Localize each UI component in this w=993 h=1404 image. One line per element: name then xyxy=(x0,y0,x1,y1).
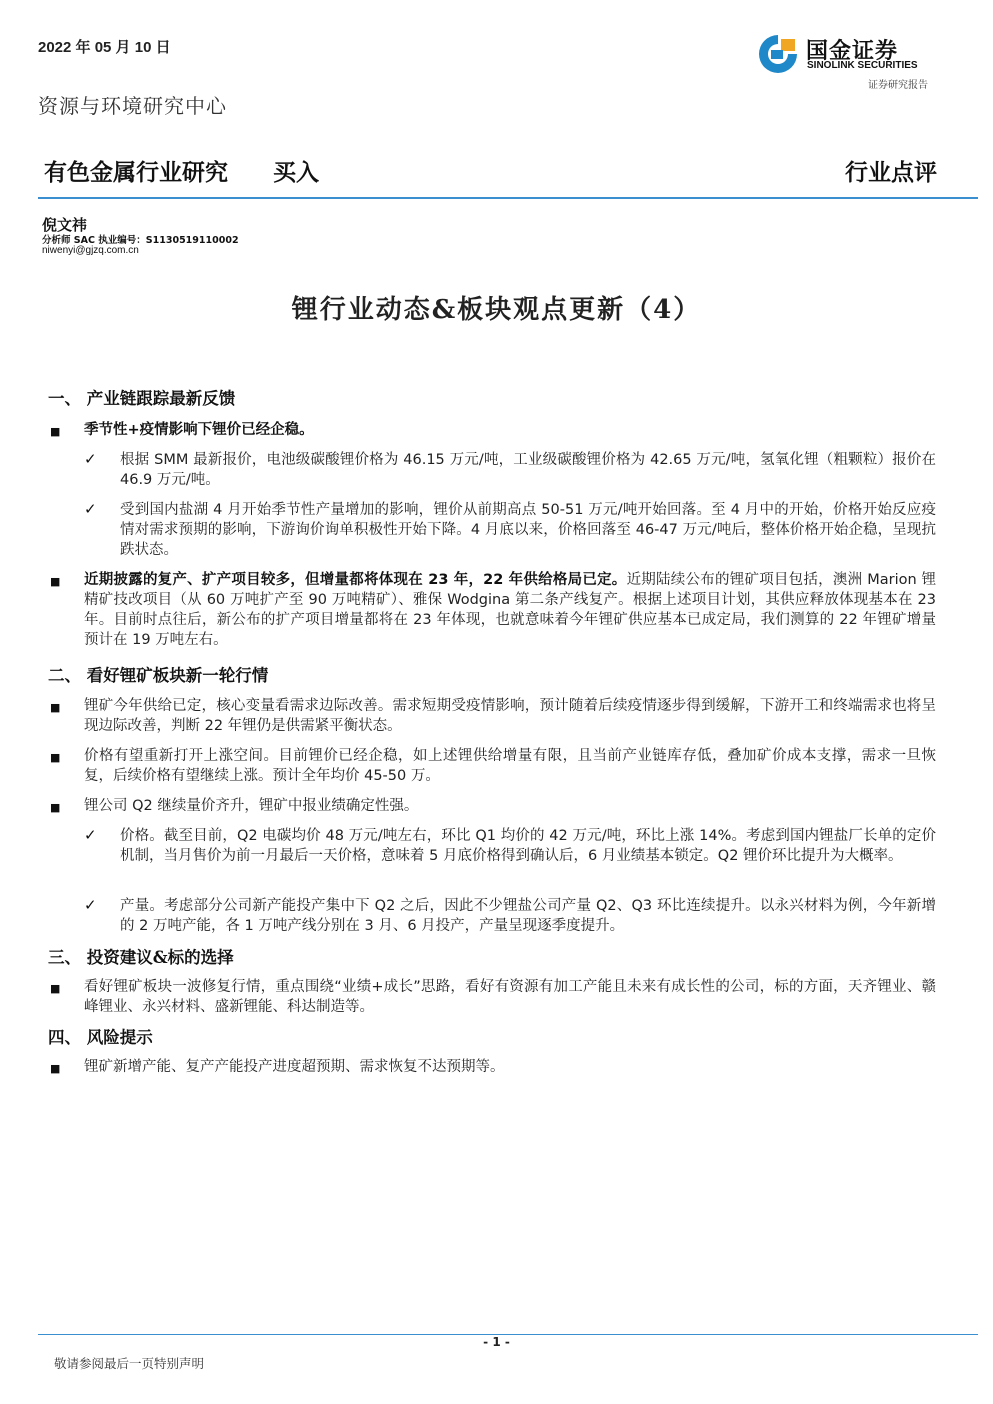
bullet-square-icon: ■ xyxy=(50,575,61,588)
research-center: 资源与环境研究中心 xyxy=(38,94,227,118)
bullet-6: 看好锂矿板块一波修复行情，重点围绕“业绩+成长”思路，看好有资源有加工产能且未来有成长性的公司，标的方面，天齐锂业、赣峰锂业、永兴材料、盛新锂能、科达制造等。 xyxy=(84,979,936,1015)
checkmark-icon: ✓ xyxy=(84,450,97,468)
checkmark-icon: ✓ xyxy=(84,896,97,914)
bullet-1: 季节性+疫情影响下锂价已经企稳。 xyxy=(84,422,314,438)
section-heading-3: 三、 投资建议&标的选择 xyxy=(48,948,234,967)
analyst-name: 倪文祎 xyxy=(42,216,88,234)
analyst-sac: 分析师 SAC 执业编号：S1130519110002 xyxy=(42,235,239,246)
bullet-2 xyxy=(84,570,936,650)
section-heading-2: 二、 看好锂矿板块新一轮行情 xyxy=(48,666,269,685)
analyst-email[interactable]: niwenyi@gjzq.com.cn xyxy=(42,245,139,256)
page-number: - 1 - xyxy=(483,1335,510,1349)
bullet-square-icon: ■ xyxy=(50,751,61,764)
report-type: 行业点评 xyxy=(845,159,937,186)
footer-disclaimer: 敬请参阅最后一页特别声明 xyxy=(54,1356,205,1371)
brand-name-en: SINOLINK SECURITIES xyxy=(807,60,918,71)
checkmark-icon: ✓ xyxy=(84,826,97,844)
industry-label: 有色金属行业研究 xyxy=(44,160,228,186)
bullet-square-icon: ■ xyxy=(50,801,61,814)
bullet-square-icon: ■ xyxy=(50,701,61,714)
bullet-5: 锂公司 Q2 继续量价齐升，锂矿中报业绩确定性强。 xyxy=(84,798,419,814)
bullet-3: 锂矿今年供给已定，核心变量看需求边际改善。需求短期受疫情影响，预计随着后续疫情逐步得到缓解，下游开工和终端需求也将呈现边际改善，判断 22 年锂仍是供需紧平衡状态。 xyxy=(84,698,936,734)
brand-name-cn: 国金证券 xyxy=(806,39,899,64)
bullet-1-check-1: 根据 SMM 最新报价，电池级碳酸锂价格为 46.15 万元/吨，工业级碳酸锂价格为 42.65 万元/吨，氢氧化锂（粗颗粒）报价在 46.9 万元/吨。 xyxy=(120,452,936,488)
bullet-1-check-2: 受到国内盐湖 4 月开始季节性产量增加的影响，锂价从前期高点 50-51 万元/吨开始回落。至 4 月中的开始，价格开始反应疫情对需求预期的影响，下游询价询单积极性开始下降。4 月底以来，价格回落至 46-47 万元/吨后，整体价格开始企稳，呈现抗跌状态。 xyxy=(120,502,936,558)
bullet-7: 锂矿新增产能、复产产能投产进度超预期、需求恢复不达预期等。 xyxy=(84,1059,505,1075)
report-date: 2022 年 05 月 10 日 xyxy=(38,39,171,56)
section-heading-1: 一、 产业链跟踪最新反馈 xyxy=(48,389,236,408)
sinolink-logo-icon xyxy=(757,33,799,75)
bullet-square-icon: ■ xyxy=(50,982,61,995)
bullet-2-emphasis: 近期披露的复产、扩产项目较多，但增量都将体现在 23 年，22 年供给格局已定。 xyxy=(84,572,627,588)
bullet-square-icon: ■ xyxy=(50,1062,61,1075)
rating-label: 买入 xyxy=(273,160,319,186)
bullet-4: 价格有望重新打开上涨空间。目前锂价已经企稳，如上述锂供给增量有限，且当前产业链库存低，叠加矿价成本支撑，需求一旦恢复，后续价格有望继续上涨。预计全年均价 45-50 万。 xyxy=(84,748,936,784)
bullet-square-icon: ■ xyxy=(50,425,61,438)
header-divider xyxy=(38,197,978,199)
bullet-5-check-1: 价格。截至目前，Q2 电碳均价 48 万元/吨左右，环比 Q1 均价的 42 万元/吨，环比上涨 14%。考虑到国内锂盐厂长单的定价机制，当月售价为前一月最后一天价格，意味着 5 月底价格得到确认后，6 月业绩基本锁定。Q2 锂价环比提升为大概率。 xyxy=(120,828,936,864)
report-title: 锂行业动态&板块观点更新（4） xyxy=(291,295,702,325)
brand-subtitle: 证券研究报告 xyxy=(868,80,928,91)
checkmark-icon: ✓ xyxy=(84,500,97,518)
bullet-2-body: 近期陆续公布的锂矿项目包括，澳洲 Marion 锂精矿技改项目（从 60 万吨扩产至 90 万吨精矿）、雅保 Wodgina 第二条产线复产。根据上述项目计划，其供应释放体现基本在 23 年。目前时点往后，新公布的扩产项目增量都将在 23 年体现，也就意味着今年锂矿供应基本已成定局，我们测算的 22 年锂矿增量预计在 19 万吨左右。 xyxy=(84,572,937,648)
section-heading-4: 四、 风险提示 xyxy=(48,1028,153,1047)
bullet-5-check-2: 产量。考虑部分公司新产能投产集中下 Q2 之后，因此不少锂盐公司产量 Q2、Q3 环比连续提升。以永兴材料为例，今年新增的 2 万吨产能，各 1 万吨产线分别在 3 月、6 月投产，产量呈现逐季度提升。 xyxy=(120,898,936,934)
